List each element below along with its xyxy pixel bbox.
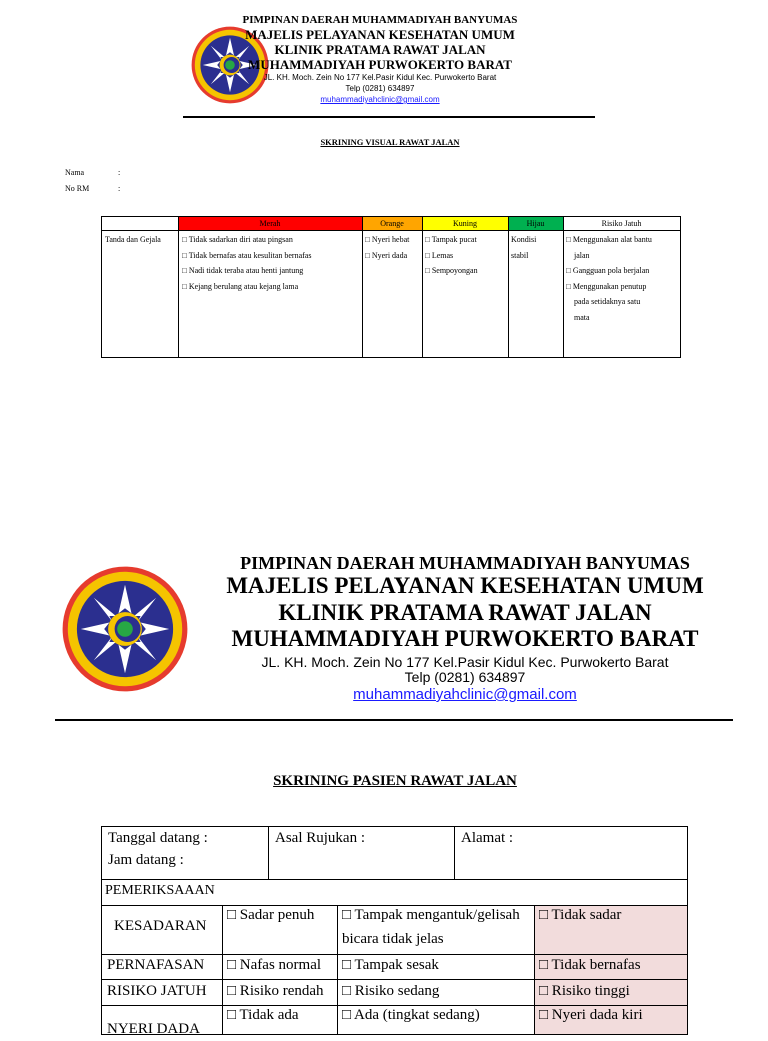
header-org-line: PIMPINAN DAERAH MUHAMMADIYAH BANYUMAS: [242, 14, 518, 26]
header-address: JL. KH. Moch. Zein No 177 Kel.Pasir Kidul Kec. Purwokerto Barat: [263, 73, 497, 82]
header-orange: Orange: [362, 217, 422, 230]
header-clinic-line: KLINIK PRATAMA RAWAT JALAN: [278, 600, 652, 625]
header-council-line: MAJELIS PELAYANAN KESEHATAN UMUM: [226, 573, 704, 598]
checkbox-item[interactable]: □ Nadi tidak teraba atau henti jantung: [182, 266, 304, 275]
checkbox-option[interactable]: □ Tidak bernafas: [539, 957, 641, 973]
merah-list: [182, 232, 360, 294]
checkbox-option[interactable]: □ Tampak sesak: [342, 957, 439, 973]
checkbox-option[interactable]: □ Risiko rendah: [227, 983, 324, 999]
checkbox-option[interactable]: □ Ada (tingkat sedang): [342, 1007, 480, 1023]
checkbox-item[interactable]: □ Tidak bernafas atau kesulitan bernafas: [182, 250, 312, 260]
header-merah: Merah: [178, 217, 362, 230]
list-item: stabil: [511, 250, 529, 260]
checkbox-item[interactable]: □ Gangguan pola berjalan: [566, 266, 650, 275]
muhammadiyah-logo: [60, 564, 190, 694]
list-item: Kondisi: [511, 235, 537, 244]
field-label-norm: No RM: [65, 184, 90, 193]
field-sep-nama: :: [118, 168, 121, 177]
list-item: pada setidaknya satu: [574, 297, 641, 306]
checkbox-item[interactable]: □ Nyeri hebat: [365, 235, 410, 244]
risiko-list: [566, 232, 678, 325]
header-email-link[interactable]: muhammadiyahclinic@gmail.com: [320, 95, 440, 104]
header-email-link[interactable]: muhammadiyahclinic@gmail.com: [353, 686, 577, 703]
header-council-line: MAJELIS PELAYANAN KESEHATAN UMUM: [245, 27, 515, 42]
page-title: SKRINING VISUAL RAWAT JALAN: [320, 137, 460, 147]
kuning-list: [425, 232, 478, 279]
checkbox-item[interactable]: □ Menggunakan alat bantu: [566, 235, 652, 244]
checkbox-option[interactable]: □ Risiko tinggi: [539, 983, 630, 999]
option-continuation: bicara tidak jelas: [342, 931, 444, 947]
tanggal-datang-label: Tanggal datang :: [108, 830, 208, 846]
checkbox-item[interactable]: □ Kejang berulang atau kejang lama: [182, 281, 299, 291]
checkbox-item[interactable]: □ Nyeri dada: [365, 250, 408, 260]
checkbox-item[interactable]: □ Menggunakan penutup: [566, 281, 647, 291]
triage-table: [101, 216, 681, 358]
orange-list: [365, 232, 409, 263]
checkbox-option[interactable]: □ Nafas normal: [227, 957, 322, 973]
alamat-label: Alamat :: [461, 830, 514, 846]
checkbox-option[interactable]: □ Risiko sedang: [342, 983, 440, 999]
column-divider: [508, 217, 509, 357]
pemeriksaan-label: PEMERIKSAAAN: [105, 883, 215, 898]
column-divider: [422, 217, 423, 357]
header-org-line: PIMPINAN DAERAH MUHAMMADIYAH BANYUMAS: [240, 553, 690, 573]
column-divider: [178, 217, 179, 357]
pernafasan-label: PERNAFASAN: [107, 957, 205, 973]
list-item: mata: [574, 312, 590, 322]
field-label-nama: Nama: [65, 168, 85, 177]
checkbox-item[interactable]: □ Lemas: [425, 250, 454, 260]
hijau-list: [511, 232, 536, 263]
header-kuning: Kuning: [422, 217, 508, 230]
screening-table: [101, 826, 688, 1037]
header-divider: [55, 719, 733, 721]
checkbox-item[interactable]: □ Tidak sadarkan diri atau pingsan: [182, 235, 293, 244]
column-divider: [563, 217, 564, 357]
checkbox-option[interactable]: □ Sadar penuh: [227, 907, 315, 923]
list-item: jalan: [574, 250, 590, 260]
row-label: Tanda dan Gejala: [105, 235, 161, 244]
header-branch-line: MUHAMMADIYAH PURWOKERTO BARAT: [231, 626, 699, 651]
nyeri-dada-label: NYERI DADA: [107, 1021, 200, 1037]
risiko-jatuh-label: RISIKO JATUH: [107, 983, 207, 999]
checkbox-option[interactable]: □ Tidak sadar: [539, 907, 622, 923]
jam-datang-label: Jam datang :: [108, 852, 184, 868]
header-divider: [183, 116, 595, 118]
checkbox-item[interactable]: □ Sempoyongan: [425, 266, 478, 275]
header-phone: Telp (0281) 634897: [345, 84, 415, 93]
header-hijau: Hijau: [508, 217, 563, 230]
page-title: SKRINING PASIEN RAWAT JALAN: [273, 773, 517, 789]
column-divider: [362, 217, 363, 357]
asal-rujukan-label: Asal Rujukan :: [275, 830, 365, 846]
header-branch-line: MUHAMMADIYAH PURWOKERTO BARAT: [248, 57, 512, 72]
checkbox-item[interactable]: □ Tampak pucat: [425, 235, 477, 244]
table-header-divider: [102, 217, 680, 231]
field-sep-norm: :: [118, 184, 121, 193]
kesadaran-label: KESADARAN: [114, 918, 207, 934]
checkbox-option[interactable]: □ Nyeri dada kiri: [539, 1007, 643, 1023]
checkbox-option[interactable]: □ Tampak mengantuk/gelisah: [342, 907, 520, 923]
header-address: JL. KH. Moch. Zein No 177 Kel.Pasir Kidul Kec. Purwokerto Barat: [261, 654, 669, 670]
header-risiko-jatuh: Risiko Jatuh: [601, 219, 642, 228]
header-clinic-line: KLINIK PRATAMA RAWAT JALAN: [274, 42, 486, 57]
checkbox-option[interactable]: □ Tidak ada: [227, 1007, 299, 1023]
header-phone: Telp (0281) 634897: [404, 669, 526, 685]
